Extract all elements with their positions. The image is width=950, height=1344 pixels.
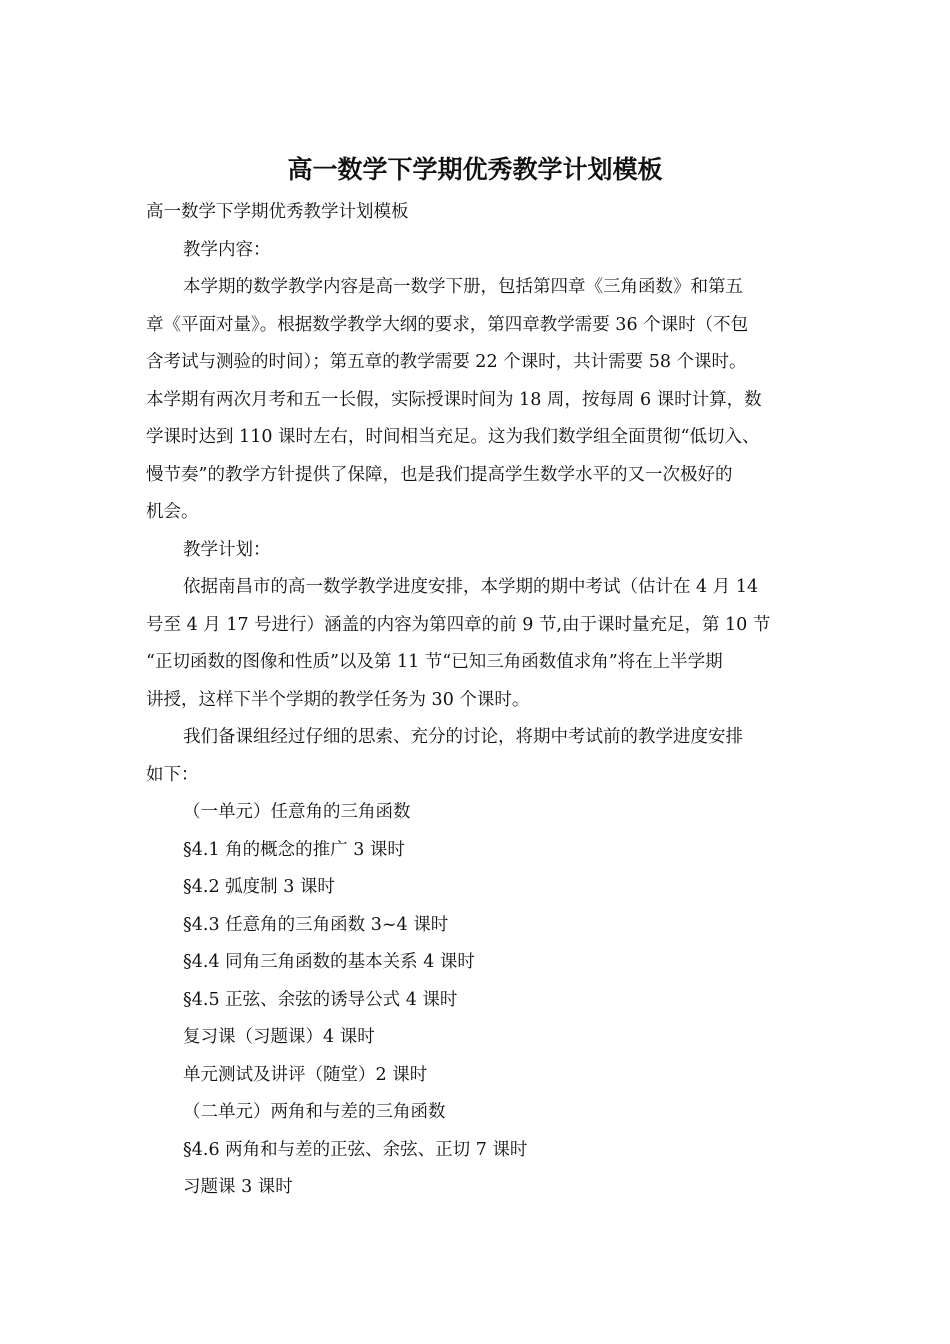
- text-line: “正切函数的图像和性质”以及第 11 节“已知三角函数值求角”将在上半学期: [146, 652, 723, 672]
- text-line: §4.2 弧度制 3 课时: [183, 877, 335, 897]
- text-line: §4.1 角的概念的推广 3 课时: [183, 839, 405, 860]
- text-line: §4.4 同角三角函数的基本关系 4 课时: [183, 952, 475, 972]
- text-line: 教学计划：: [183, 539, 271, 560]
- text-line: 本学期有两次月考和五一长假，实际授课时间为 18 周，按每周 6 课时计算，数: [146, 389, 762, 410]
- text-line: 讲授，这样下半个学期的教学任务为 30 个课时。: [146, 689, 530, 710]
- text-line: 含考试与测验的时间）；第五章的教学需要 22 个课时，共计需要 58 个课时。: [146, 352, 747, 372]
- text-line: 习题课 3 课时: [183, 1177, 293, 1197]
- document-body: [146, 194, 810, 1207]
- text-line: 学课时达到 110 课时左右，时间相当充足。这为我们数学组全面贯彻“低切入、: [146, 427, 760, 447]
- text-line: 机会。: [146, 502, 199, 522]
- text-line: 号至 4 月 17 号进行）涵盖的内容为第四章的前 9 节,由于课时量充足，第 10 节: [146, 614, 771, 635]
- text-line: 依据南昌市的高一数学教学进度安排，本学期的期中考试（估计在 4 月 14: [183, 577, 759, 597]
- text-line: （一单元）任意角的三角函数: [183, 802, 411, 822]
- text-line: §4.6 两角和与差的正弦、余弦、正切 7 课时: [183, 1139, 528, 1160]
- text-line: §4.5 正弦、余弦的诱导公式 4 课时: [183, 989, 458, 1010]
- text-line: 慢节奏”的教学方针提供了保障，也是我们提高学生数学水平的又一次极好的: [146, 464, 733, 485]
- text-line: 我们备课组经过仔细的思索、充分的讨论，将期中考试前的教学进度安排: [183, 727, 743, 747]
- text-line: 章《平面对量》。根据数学教学大纲的要求，第四章教学需要 36 个课时（不包: [146, 314, 749, 335]
- text-line: 教学内容：: [183, 239, 271, 260]
- text-line: §4.3 任意角的三角函数 3~4 课时: [183, 914, 449, 935]
- text-line: 本学期的数学教学内容是高一数学下册，包括第四章《三角函数》和第五: [183, 277, 743, 297]
- text-line: 高一数学下学期优秀教学计划模板: [146, 202, 409, 222]
- text-line: 复习课（习题课）4 课时: [183, 1027, 375, 1047]
- text-line: 如下：: [146, 764, 199, 785]
- text-line: （二单元）两角和与差的三角函数: [183, 1102, 446, 1122]
- document-title: 高一数学下学期优秀教学计划模板: [287, 155, 663, 184]
- text-line: 单元测试及讲评（随堂）2 课时: [183, 1064, 428, 1085]
